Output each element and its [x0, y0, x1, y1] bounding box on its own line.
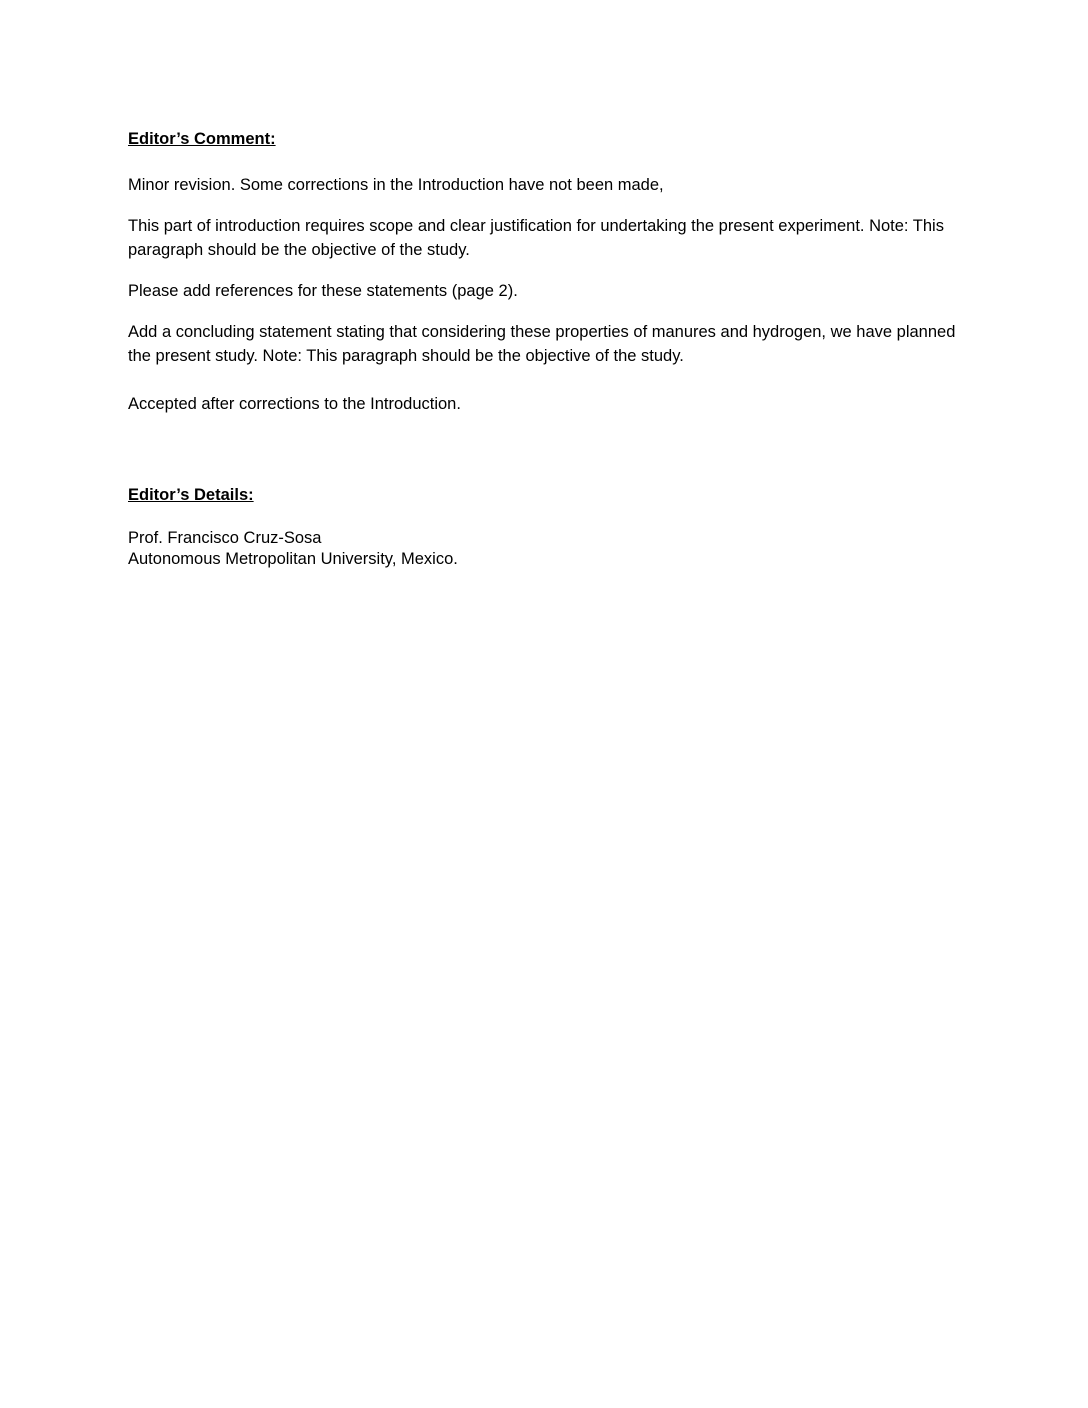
editor-details-heading: Editor’s Details: — [128, 486, 254, 504]
comment-paragraph-3: Please add references for these statements (page 2). — [128, 282, 518, 300]
editor-comment-heading: Editor’s Comment: — [128, 130, 276, 148]
comment-paragraph-2: This part of introduction requires scope and clear justification for undertaking the present experiment. Note: This paragraph should be the objective of the study. — [128, 217, 944, 259]
editor-details-section — [128, 483, 968, 570]
document-body — [128, 127, 968, 570]
comment-paragraph-1: Minor revision. Some corrections in the Introduction have not been made, — [128, 176, 664, 194]
editor-name: Prof. Francisco Cruz-Sosa — [128, 529, 322, 547]
comment-paragraph-4: Add a concluding statement stating that considering these properties of manures and hydrogen, we have planned the present study. Note: This paragraph should be the objective of the study. — [128, 323, 956, 365]
editor-comment-section — [128, 127, 968, 416]
comment-paragraph-5: Accepted after corrections to the Introduction. — [128, 395, 461, 413]
editor-affiliation: Autonomous Metropolitan University, Mexico. — [128, 550, 458, 568]
